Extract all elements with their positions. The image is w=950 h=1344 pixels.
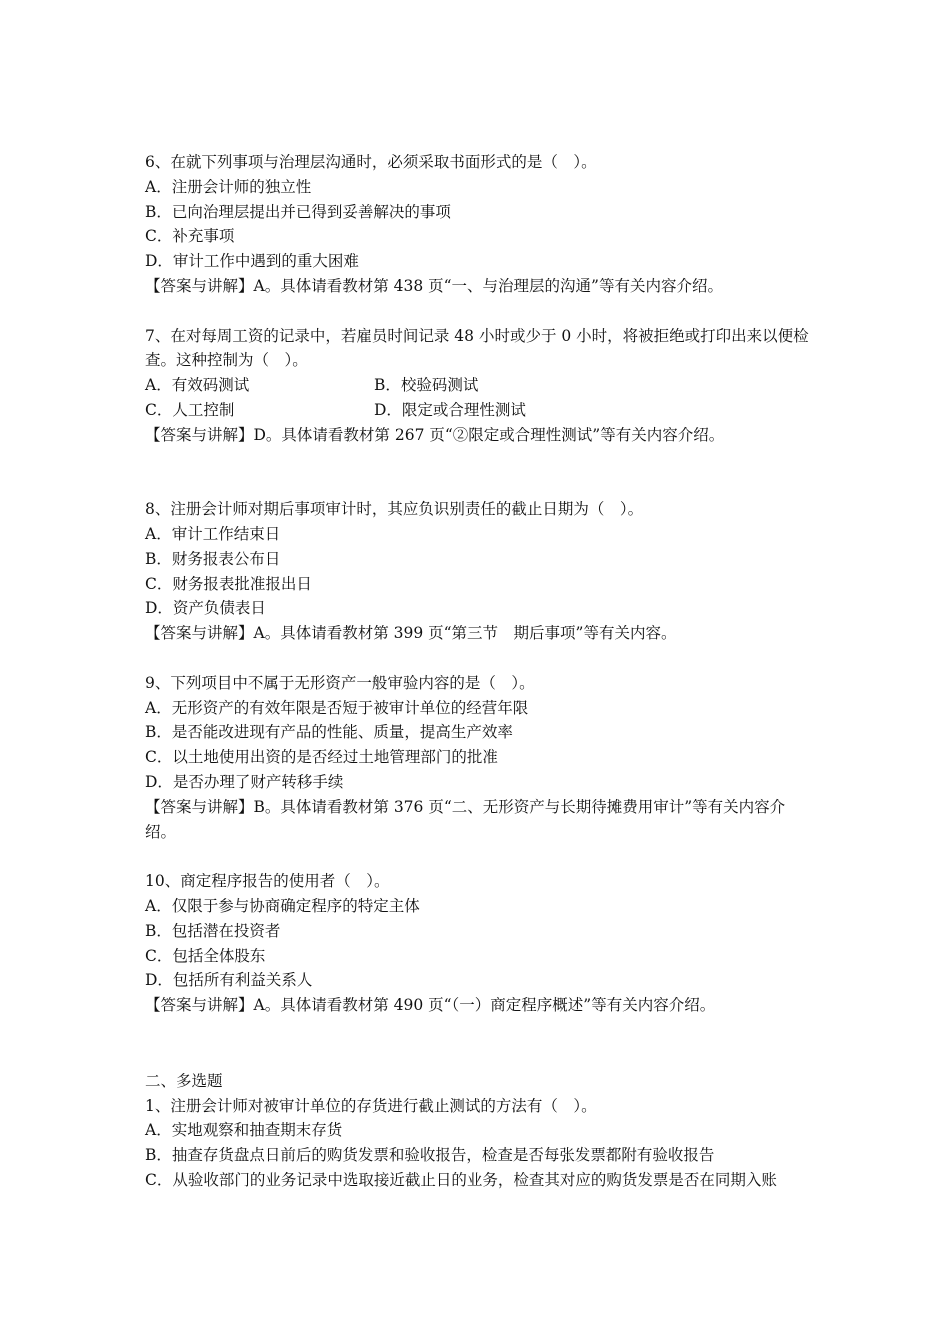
option-c: C．以土地使用出资的是否经过土地管理部门的批准 bbox=[145, 748, 498, 767]
option-d: D．包括所有利益关系人 bbox=[145, 971, 313, 990]
option-a: A．注册会计师的独立性 bbox=[145, 177, 312, 196]
option-d: D．限定或合理性测试 bbox=[374, 400, 526, 419]
document-body bbox=[145, 150, 810, 1193]
question-6 bbox=[145, 150, 810, 299]
question-9 bbox=[145, 671, 810, 845]
answer-explanation: 【答案与讲解】A。具体请看教材第 399 页“第三节 期后事项”等有关内容。 bbox=[145, 624, 677, 643]
option-c: C．包括全体股东 bbox=[145, 946, 266, 965]
question-1 bbox=[145, 1094, 810, 1193]
question-8 bbox=[145, 497, 810, 646]
option-b: B．抽查存货盘点日前后的购货发票和验收报告，检查是否每张发票都附有验收报告 bbox=[145, 1146, 715, 1165]
question-7 bbox=[145, 324, 810, 448]
option-row bbox=[145, 398, 810, 423]
option-c: C．人工控制 bbox=[145, 400, 235, 419]
option-a: A．审计工作结束日 bbox=[145, 524, 281, 543]
option-d: D．是否办理了财产转移手续 bbox=[145, 772, 344, 791]
option-b: B．校验码测试 bbox=[374, 376, 479, 395]
option-d: D．资产负债表日 bbox=[145, 599, 266, 618]
answer-explanation: 【答案与讲解】A。具体请看教材第 490 页“（一）商定程序概述”等有关内容介绍。 bbox=[145, 996, 716, 1015]
option-c: C．从验收部门的业务记录中选取接近截止日的业务，检查其对应的购货发票是否在同期入账 bbox=[145, 1171, 777, 1190]
option-d: D．审计工作中遇到的重大困难 bbox=[145, 252, 359, 271]
option-c: C．财务报表批准报出日 bbox=[145, 574, 312, 593]
option-a: A．仅限于参与协商确定程序的特定主体 bbox=[145, 896, 420, 915]
option-row bbox=[145, 373, 810, 398]
question-stem: 9、下列项目中不属于无形资产一般审验内容的是（ ）。 bbox=[145, 673, 535, 692]
question-stem: 1、注册会计师对被审计单位的存货进行截止测试的方法有（ ）。 bbox=[145, 1096, 597, 1115]
question-stem: 6、在就下列事项与治理层沟通时，必须采取书面形式的是（ ）。 bbox=[145, 153, 597, 171]
option-b: B．财务报表公布日 bbox=[145, 549, 281, 568]
option-c: C．补充事项 bbox=[145, 227, 235, 246]
question-stem: 7、在对每周工资的记录中，若雇员时间记录 48 小时或少于 0 小时，将被拒绝或打印出来以便检查。这种控制为（ ）。 bbox=[145, 326, 809, 370]
question-stem: 8、注册会计师对期后事项审计时，其应负识别责任的截止日期为（ ）。 bbox=[145, 500, 644, 519]
option-a: A．无形资产的有效年限是否短于被审计单位的经营年限 bbox=[145, 698, 529, 717]
option-b: B．已向治理层提出并已得到妥善解决的事项 bbox=[145, 202, 451, 221]
option-b: B．是否能改进现有产品的性能、质量，提高生产效率 bbox=[145, 723, 513, 742]
question-stem: 10、商定程序报告的使用者（ ）。 bbox=[145, 872, 390, 891]
answer-explanation: 【答案与讲解】B。具体请看教材第 376 页“二、无形资产与长期待摊费用审计”等有关内容介绍。 bbox=[145, 797, 786, 841]
option-a: A．有效码测试 bbox=[145, 376, 250, 395]
section-title: 二、多选题 bbox=[145, 1071, 223, 1090]
section-multiple-choice bbox=[145, 1069, 810, 1193]
question-10 bbox=[145, 869, 810, 1018]
answer-explanation: 【答案与讲解】D。具体请看教材第 267 页“②限定或合理性测试”等有关内容介绍。 bbox=[145, 425, 725, 444]
option-a: A．实地观察和抽查期末存货 bbox=[145, 1121, 343, 1140]
answer-explanation: 【答案与讲解】A。具体请看教材第 438 页“一、与治理层的沟通”等有关内容介绍。 bbox=[145, 276, 723, 295]
option-b: B．包括潜在投资者 bbox=[145, 921, 281, 940]
